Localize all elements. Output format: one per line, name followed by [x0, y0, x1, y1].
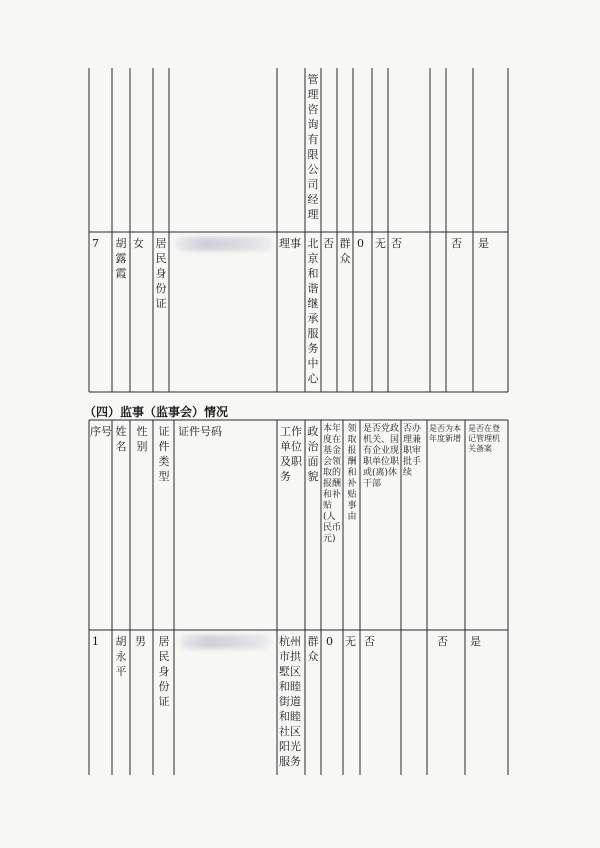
header-amount: 本年度在基金会领取的报酬和补贴(人民币元) [323, 424, 342, 544]
sup-row1-registered: 是 [470, 635, 481, 648]
row7-gender: 女 [133, 237, 144, 250]
header-id-no: 证件号码 [178, 425, 222, 438]
sup-row1-gender: 男 [135, 635, 146, 648]
header-gender: 性别 [136, 425, 148, 453]
sup-row1-id-type: 居民身份证 [158, 635, 170, 708]
row7-amount: 0 [357, 237, 364, 250]
row7-id-number-redacted [176, 237, 272, 251]
directors-table-lines [89, 68, 508, 392]
row7-name: 胡露霞 [115, 237, 127, 280]
row7-political2: 群众 [339, 237, 351, 265]
header-no: 序号 [90, 425, 112, 438]
sup-row1-amount: 0 [326, 635, 333, 648]
header-political: 政治面貌 [307, 425, 319, 483]
row7-work-unit: 北京和谐继承服务中心 [307, 237, 319, 385]
row7-position: 理事 [279, 237, 301, 250]
row7-no: 7 [92, 237, 99, 250]
header-retired: 是否党政机关、国有企业现职单位职或(离)休干部 [363, 424, 400, 489]
sup-row1-new: 否 [437, 635, 448, 648]
row7-registered: 否 [451, 237, 462, 250]
row7-id-type: 居民身份证 [155, 237, 167, 310]
sup-row1-work-unit: 杭州市拱墅区和睦街道和睦社区阳光服务 [279, 635, 301, 768]
sup-row1-retired: 否 [364, 635, 375, 648]
continued-work-unit: 管理咨询有限公司经理 [307, 73, 319, 221]
sup-row1-no: 1 [92, 635, 99, 648]
header-work-unit: 工作单位及职务 [280, 425, 302, 483]
header-registered: 是否在登记管理机关备案 [468, 424, 500, 453]
header-approved: 否办理兼职审批手续 [403, 424, 422, 478]
header-new: 是否为本年度新增 [429, 424, 461, 443]
supervisors-section-title: （四）监事（监事会）情况 [84, 405, 229, 419]
sup-row1-id-number-redacted [180, 635, 270, 649]
row7-retired: 否 [391, 237, 402, 250]
sup-row1-name: 胡永平 [115, 635, 127, 678]
header-id-type: 证件类型 [158, 425, 170, 483]
row7-item: 无 [375, 237, 386, 250]
row7-remark: 是 [478, 237, 489, 250]
row7-political: 否 [323, 237, 334, 250]
sup-row1-political: 群众 [307, 635, 319, 663]
header-item: 领取报酬和补贴事由 [347, 424, 357, 522]
header-name: 姓名 [115, 425, 127, 453]
sup-row1-item: 无 [345, 635, 356, 648]
